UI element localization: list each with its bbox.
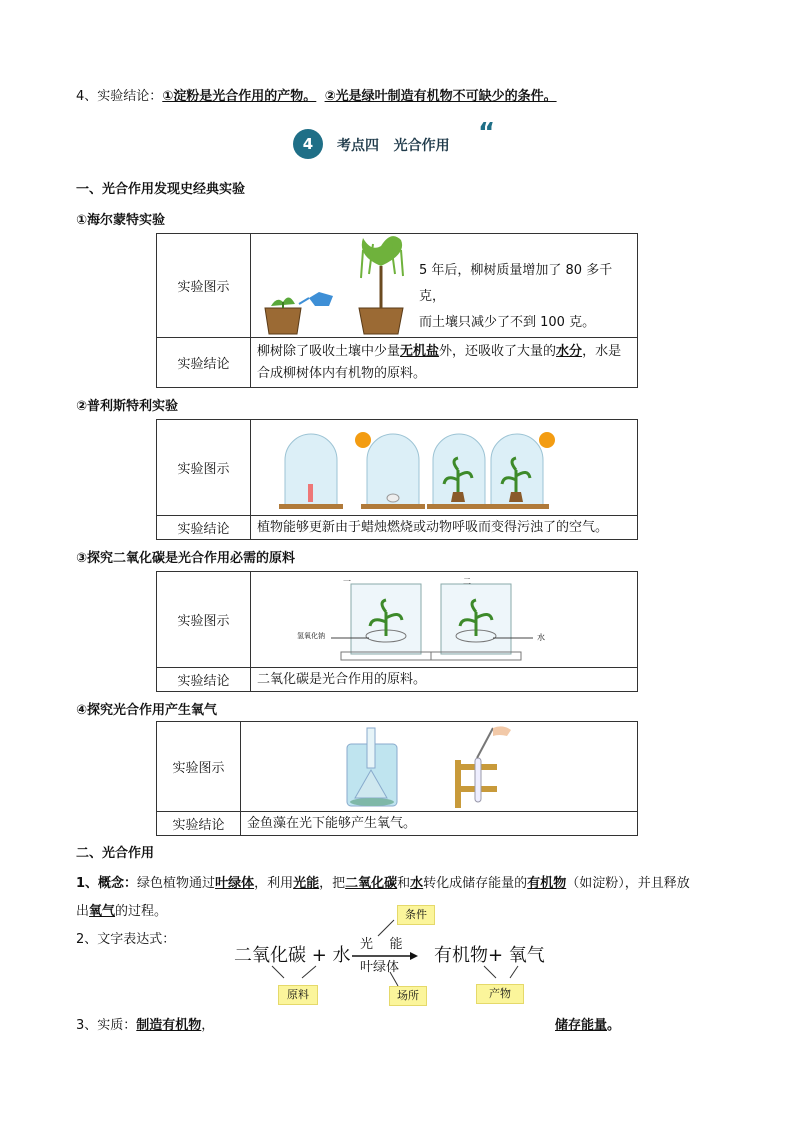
text: 绿色植物通过 bbox=[137, 876, 216, 891]
essence-line bbox=[76, 1014, 214, 1033]
exp1-table bbox=[156, 233, 638, 388]
oxygen-experiment-illustration bbox=[337, 724, 637, 810]
exp4-figure-label: 实验图示 bbox=[157, 722, 241, 812]
exp2-conclusion-label: 实验结论 bbox=[157, 516, 251, 540]
equation-pointer-lines bbox=[260, 912, 520, 992]
text: 。 bbox=[607, 1018, 621, 1033]
equation-prefix: 2、文字表达式： bbox=[76, 932, 176, 947]
equation-reactants: 二氧化碳 + 水 bbox=[234, 945, 351, 966]
keyword: 有机物 bbox=[527, 876, 567, 891]
exp2-conclusion: 植物能够更新由于蜡烛燃烧或动物呼吸而变得污浊了的空气。 bbox=[251, 516, 638, 540]
exp2-figure-cell bbox=[251, 420, 638, 516]
conclusion-item-2: ②光是绿叶制造有机物不可缺少的条件。 bbox=[324, 89, 557, 104]
exp4-conclusion-label: 实验结论 bbox=[157, 812, 241, 836]
fig-mark-two: 二 bbox=[463, 577, 471, 586]
exp3-title: ③探究二氧化碳是光合作用必需的原料 bbox=[76, 551, 296, 566]
conclusion-item-1: ①淀粉是光合作用的产物。 bbox=[162, 89, 317, 104]
keyword: 光能 bbox=[293, 876, 320, 891]
tag-place: 场所 bbox=[389, 986, 427, 1006]
essence-end bbox=[555, 1014, 620, 1033]
tag-raw-material: 原料 bbox=[278, 985, 318, 1005]
text: 柳树除了吸收土壤中少量 bbox=[257, 343, 401, 359]
quote-mark: “ bbox=[478, 118, 496, 148]
text: 出 bbox=[76, 904, 90, 919]
text: ，利用 bbox=[254, 876, 294, 891]
exp1-figure-text bbox=[419, 258, 637, 336]
exp1-figure-text-line1: 5 年后，柳树质量增加了 80 多千克， bbox=[419, 263, 613, 304]
fig-mark-one: 一 bbox=[343, 577, 351, 586]
keyword: 水分 bbox=[556, 343, 583, 359]
text: 外，还吸收了大量的 bbox=[439, 343, 557, 359]
keyword: 储存能量 bbox=[555, 1018, 608, 1033]
exp4-conclusion: 金鱼藻在光下能够产生氧气。 bbox=[241, 812, 638, 836]
text: ，把 bbox=[319, 876, 346, 891]
exp2-title: ②普利斯特利实验 bbox=[76, 399, 179, 414]
part1-title: 一、光合作用发现史经典实验 bbox=[76, 182, 246, 197]
exp1-figure-label: 实验图示 bbox=[157, 234, 251, 338]
essence-prefix: 3、实质： bbox=[76, 1018, 137, 1033]
part2-title: 二、光合作用 bbox=[76, 846, 155, 861]
co2-experiment-illustration bbox=[301, 574, 571, 666]
text: 和 bbox=[397, 876, 411, 891]
exp3-table bbox=[156, 571, 638, 692]
exp1-conclusion bbox=[251, 338, 638, 388]
willow-experiment-illustration bbox=[257, 236, 417, 336]
section-title: 考点四 光合作用 bbox=[337, 138, 450, 154]
equation-condition-top: 光 能 bbox=[360, 937, 403, 952]
text: ，水是合成柳树体内有机物的原料。 bbox=[257, 343, 622, 381]
equation-condition-bottom: 叶绿体 bbox=[360, 960, 400, 975]
exp1-figure-cell bbox=[251, 234, 638, 338]
exp1-figure-text-line2: 而土壤只减少了不到 100 克。 bbox=[419, 315, 596, 330]
fig-label-water: 水 bbox=[537, 633, 545, 642]
exp2-table bbox=[156, 419, 638, 540]
equation-products: 有机物+ 氧气 bbox=[434, 945, 545, 966]
exp4-table bbox=[156, 721, 638, 836]
tag-product: 产物 bbox=[476, 984, 524, 1004]
keyword: 二氧化碳 bbox=[345, 876, 398, 891]
keyword: 无机盐 bbox=[400, 343, 440, 359]
bell-jar-illustration bbox=[251, 422, 631, 514]
text: 转化成储存能量的 bbox=[423, 876, 528, 891]
exp3-conclusion-label: 实验结论 bbox=[157, 668, 251, 692]
exp4-figure-cell bbox=[241, 722, 638, 812]
tag-condition: 条件 bbox=[397, 905, 435, 925]
exp2-figure-label: 实验图示 bbox=[157, 420, 251, 516]
exp1-title: ①海尔蒙特实验 bbox=[76, 213, 166, 228]
exp3-figure-cell bbox=[251, 572, 638, 668]
keyword: 制造有机物 bbox=[136, 1018, 202, 1033]
keyword: 氧气 bbox=[89, 904, 116, 919]
exp4-title: ④探究光合作用产生氧气 bbox=[76, 703, 218, 718]
section-badge: 4 bbox=[293, 129, 323, 159]
text: ， bbox=[201, 1018, 215, 1033]
keyword: 水 bbox=[410, 876, 424, 891]
fig-label-naoh: 氢氧化钠 bbox=[297, 632, 325, 640]
exp3-figure-label: 实验图示 bbox=[157, 572, 251, 668]
text: （如淀粉），并且释放 bbox=[566, 876, 690, 891]
conclusion-prefix: 4、实验结论： bbox=[76, 89, 163, 104]
text: 的过程。 bbox=[115, 904, 168, 919]
exp1-conclusion-label: 实验结论 bbox=[157, 338, 251, 388]
exp3-conclusion: 二氧化碳是光合作用的原料。 bbox=[251, 668, 638, 692]
concept-prefix: 1、概念： bbox=[76, 876, 138, 891]
keyword: 叶绿体 bbox=[215, 876, 255, 891]
conclusion-4 bbox=[76, 85, 557, 104]
